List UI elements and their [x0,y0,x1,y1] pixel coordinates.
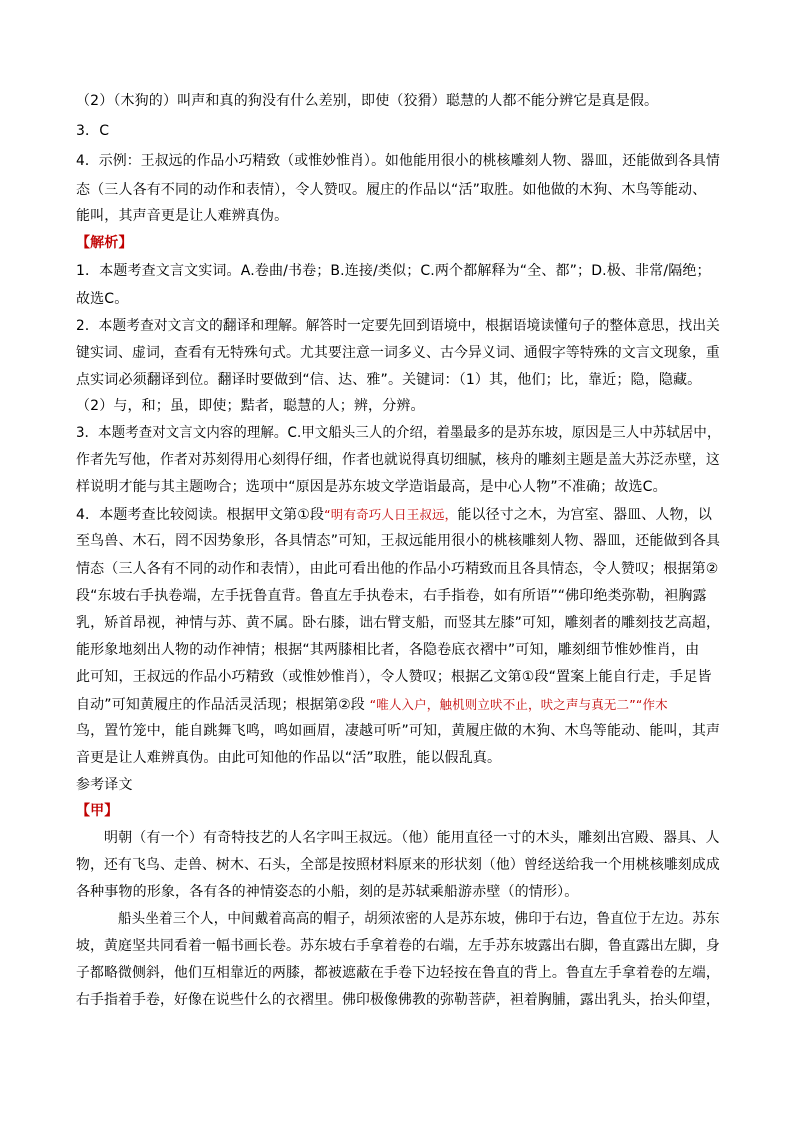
analysis-4-line-8: 自动”可知黄履庄的作品活灵活现；根据第②段 “唯人入户，触机则立吠不止，吠之声与真无二”“作木 [76,697,668,713]
reference-translation-heading: 参考译文 [76,777,133,793]
translation-p1-line-1: 明朝（有一个）有奇特技艺的人名字叫王叔远。（他）能用直径一寸的木头，雕刻出宫殿、器具、人 [104,830,720,846]
analysis-4-line-5: 乳，矫首昂视，神情与苏、黄不属。卧右膝，诎右臂支船，而竖其左膝”可知，雕刻者的雕刻技艺高超， [76,615,721,631]
analysis-4-line-2: 至鸟兽、木石，罔不因势象形，各具情态”可知，王叔远能用很小的桃核雕刻人物、器皿，还能做到各具 [76,533,721,549]
translation-p1-line-2: 物，还有飞鸟、走兽、树木、石头，全部是按照材料原来的形状刻（他）曾经送给我一个用桃核雕刻成成 [76,857,720,873]
answer-4-line-2: 态（三人各有不同的动作和表情），令人赞叹。履庄的作品以“活”取胜。如他做的木狗、木鸟等能动、 [76,182,707,198]
analysis-1-line-2: 故选C。 [76,291,129,307]
answer-3: 3．C [76,123,110,139]
translation-p1-line-3: 各种事物的形象，各有各的神情姿态的小船，刻的是苏轼乘船游赤壁（的情形）。 [76,884,579,900]
answer-4-line-3: 能叫，其声音更是让人难辨真伪。 [76,208,289,224]
analysis-3-line-2: 作者先写他，作者对苏刻得用心刻得仔细，作者也就说得真切细腻，核舟的雕刻主题是盖大苏泛赤壁，这 [76,452,720,468]
analysis-4-line-9: 鸟，置竹笼中，能自跳舞飞鸣，鸣如画眉，凄越可听”可知，黄履庄做的木狗、木鸟等能动、能叫，其声 [76,723,721,739]
answer-2-line-2: （2）（木狗的）叫声和真的狗没有什么差别，即使（狡猾）聪慧的人都不能分辨它是真是假。 [76,93,659,109]
analysis-4-line-6: 能形象地刻出人物的动作神情；根据“其两膝相比者，各隐卷底衣褶中”可知，雕刻细节惟妙惟肖，由 [76,642,700,658]
analysis-4-line-10: 音更是让人难辨真伪。由此可知他的作品以“活”取胜，能以假乱真。 [76,750,502,766]
translation-p2-line-3: 子都略微侧斜，他们互相靠近的两膝，都被遮蔽在手卷下边轻按在鲁直的背上。鲁直左手拿着卷的左端， [76,965,720,981]
analysis-2-line-4: （2）与，和；虽，即使；黠者，聪慧的人；辨，分辨。 [76,398,425,414]
analysis-3-line-3: 样说明才能与其主题吻合；选项中“原因是苏东坡文学造诣最高，是中心人物”不准确；故选C。 [76,479,667,495]
analysis-heading: 【解析】 [76,235,133,251]
quote-highlight: “明有奇巧人日王叔远， [324,507,458,522]
analysis-1-line-1: 1．本题考查文言文实词。A.卷曲/书卷；B.连接/类似；C.两个都解释为“全、都”；D.极、非常/隔绝； [76,263,711,279]
analysis-4-line-4: 段“东坡右手执卷端，左手抚鲁直背。鲁直左手执卷末，右手指卷，如有所语”“佛印绝类弥勒，袒胸露 [76,588,707,604]
analysis-2-line-1: 2．本题考查对文言文的翻译和理解。解答时一定要先回到语境中，根据语境读懂句子的整体意思，找出关 [76,318,720,334]
analysis-3-line-1: 3．本题考查对文言文内容的理解。C.甲文船头三人的介绍，着墨最多的是苏东坡，原因是三人中苏轼居中， [76,425,721,441]
analysis-2-line-3: 点实词必须翻译到位。翻译时要做到“信、达、雅”。关键词：（1）其，他们；比，靠近；隐，隐藏。 [76,372,702,388]
analysis-4-line-3: 情态（三人各有不同的动作和表情），由此可看出他的作品小巧精致而且各具情态，令人赞叹；根据第② [76,561,719,577]
analysis-4-line-7: 此可知，王叔远的作品小巧精致（或惟妙惟肖），令人赞叹；根据乙文第①段“置案上能自行走，手足皆 [76,669,712,685]
answer-4-line-1: 4．示例：王叔远的作品小巧精致（或惟妙惟肖）。如他能用很小的桃核雕刻人物、器皿，还能做到各具情 [76,153,720,169]
translation-p2-line-4: 右手指着手卷，好像在说些什么的衣褶里。佛印极像佛教的弥勒菩萨，袒着胸脯，露出乳头，抬头仰望， [76,992,720,1008]
analysis-2-line-2: 键实词、虚词，查看有无特殊句式。尤其要注意一词多义、古今异义词、通假字等特殊的文言文现象，重 [76,345,720,361]
translation-p2-line-1: 船头坐着三个人，中间戴着高高的帽子，胡须浓密的人是苏东坡，佛印于右边，鲁直位于左边。苏东 [118,911,720,927]
translation-p2-line-2: 坡，黄庭坚共同看着一幅书画长卷。苏东坡右手拿着卷的右端，左手苏东坡露出右脚，鲁直露出左脚，身 [76,938,720,954]
quote-highlight: “唯人入户，触机则立吠不止，吠之声与真无二”“作木 [369,697,668,712]
analysis-4-line-1: 4．本题考查比较阅读。根据甲文第①段“明有奇巧人日王叔远，能以径寸之木，为宫室、器皿、人物，以 [76,507,713,523]
section-jia-heading: 【甲】 [76,803,119,819]
